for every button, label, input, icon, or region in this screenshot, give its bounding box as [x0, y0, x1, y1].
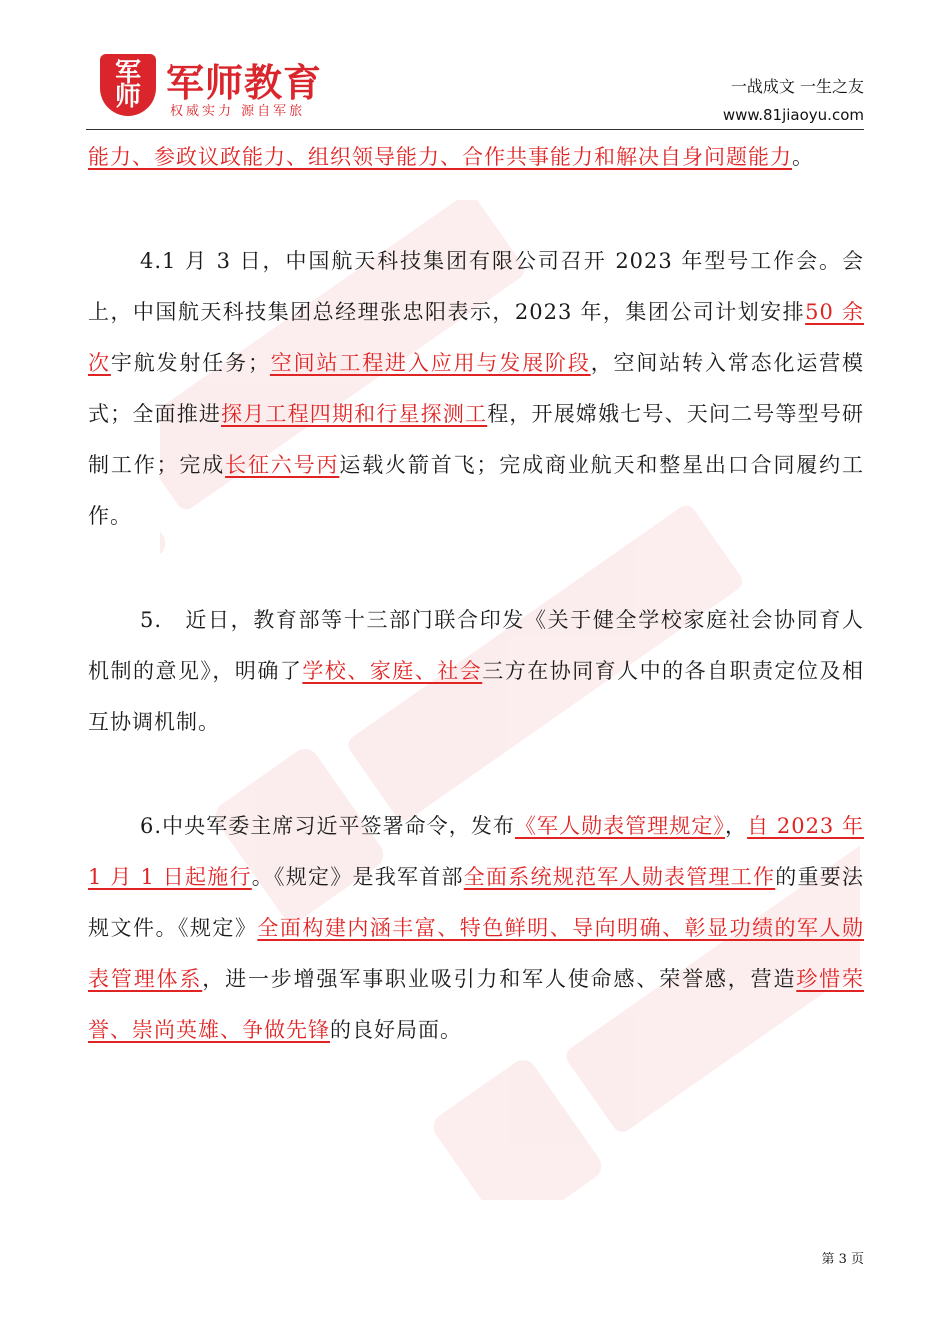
highlight-text: 长征六号丙: [225, 453, 340, 477]
body-text: 。: [792, 145, 814, 169]
body-text: 运载火箭首飞；完成商业航天和整星出口合同履约工作。: [88, 453, 865, 528]
highlight-text: 全面系统规范军人勋表管理工作: [463, 865, 776, 889]
body-text: 的良好局面。: [330, 1018, 462, 1042]
body-text: ，空间站转入常态化运营模式；全面推进: [88, 351, 865, 426]
highlight-text: 学校、家庭、社会: [302, 659, 483, 683]
logo-tagline: 权威实力 源自军旅: [170, 104, 306, 119]
highlight-text: 《军人勋表管理规定》: [514, 814, 725, 838]
page-header: [0, 0, 950, 132]
body-text: 4.1 月 3 日，中国航天科技集团有限公司召开 2023 年型号工作会。会上，中国航天科技集团总经理张忠阳表示，2023 年，集团公司计划安排: [88, 249, 864, 324]
highlight-text: 全面构建内涵丰富、特色鲜明、导向明确、彰显功绩的军人勋表管理体系: [88, 916, 865, 991]
body-text: 5. 近日，教育部等十三部门联合印发《关于健全学校家庭社会协同育人机制的意见》，明确了: [88, 608, 864, 683]
highlight-text: 能力、参政议政能力、组织领导能力、合作共事能力和解决自身问题能力: [88, 145, 792, 169]
highlight-text: 珍惜荣誉、崇尚英雄、争做先锋: [88, 967, 865, 1042]
logo-mark-icon: [100, 54, 156, 116]
header-divider: [86, 129, 864, 130]
paragraph-4: [88, 236, 864, 542]
paragraph-6: [88, 801, 864, 1056]
header-website: www.81jiaoyu.com: [722, 106, 864, 124]
body-text: 宇航发射任务；: [110, 351, 270, 375]
body-text: ，进一步增强军事职业吸引力和军人使命感、荣誉感，营造: [202, 967, 797, 991]
body-text: 。《规定》是我军首部: [251, 865, 464, 889]
highlight-text: 自 2023 年 1 月 1 日起施行: [88, 814, 865, 889]
body-text: 程，开展嫦娥七号、天问二号等型号研制工作；完成: [88, 402, 865, 477]
highlight-text: 探月工程四期和行星探测工: [221, 402, 488, 426]
document-body: [88, 132, 864, 1056]
paragraph-3-continued: [88, 132, 864, 183]
body-text: ，: [725, 814, 748, 838]
page-number: 第 3 页: [821, 1252, 864, 1267]
logo-mark-text: 军师: [114, 58, 141, 112]
brand-logo: [100, 52, 370, 120]
paragraph-5: [88, 595, 864, 748]
header-slogan: 一战成文 一生之友: [730, 77, 864, 96]
logo-name: 军师教育: [166, 61, 323, 105]
highlight-text: 空间站工程进入应用与发展阶段: [269, 351, 591, 375]
body-text: 6.中央军委主席习近平签署命令，发布: [140, 814, 515, 838]
body-text: 的重要法规文件。《规定》: [88, 865, 864, 940]
body-text: 三方在协同育人中的各自职责定位及相互协调机制。: [88, 659, 865, 734]
highlight-text: 50 余次: [88, 300, 864, 375]
